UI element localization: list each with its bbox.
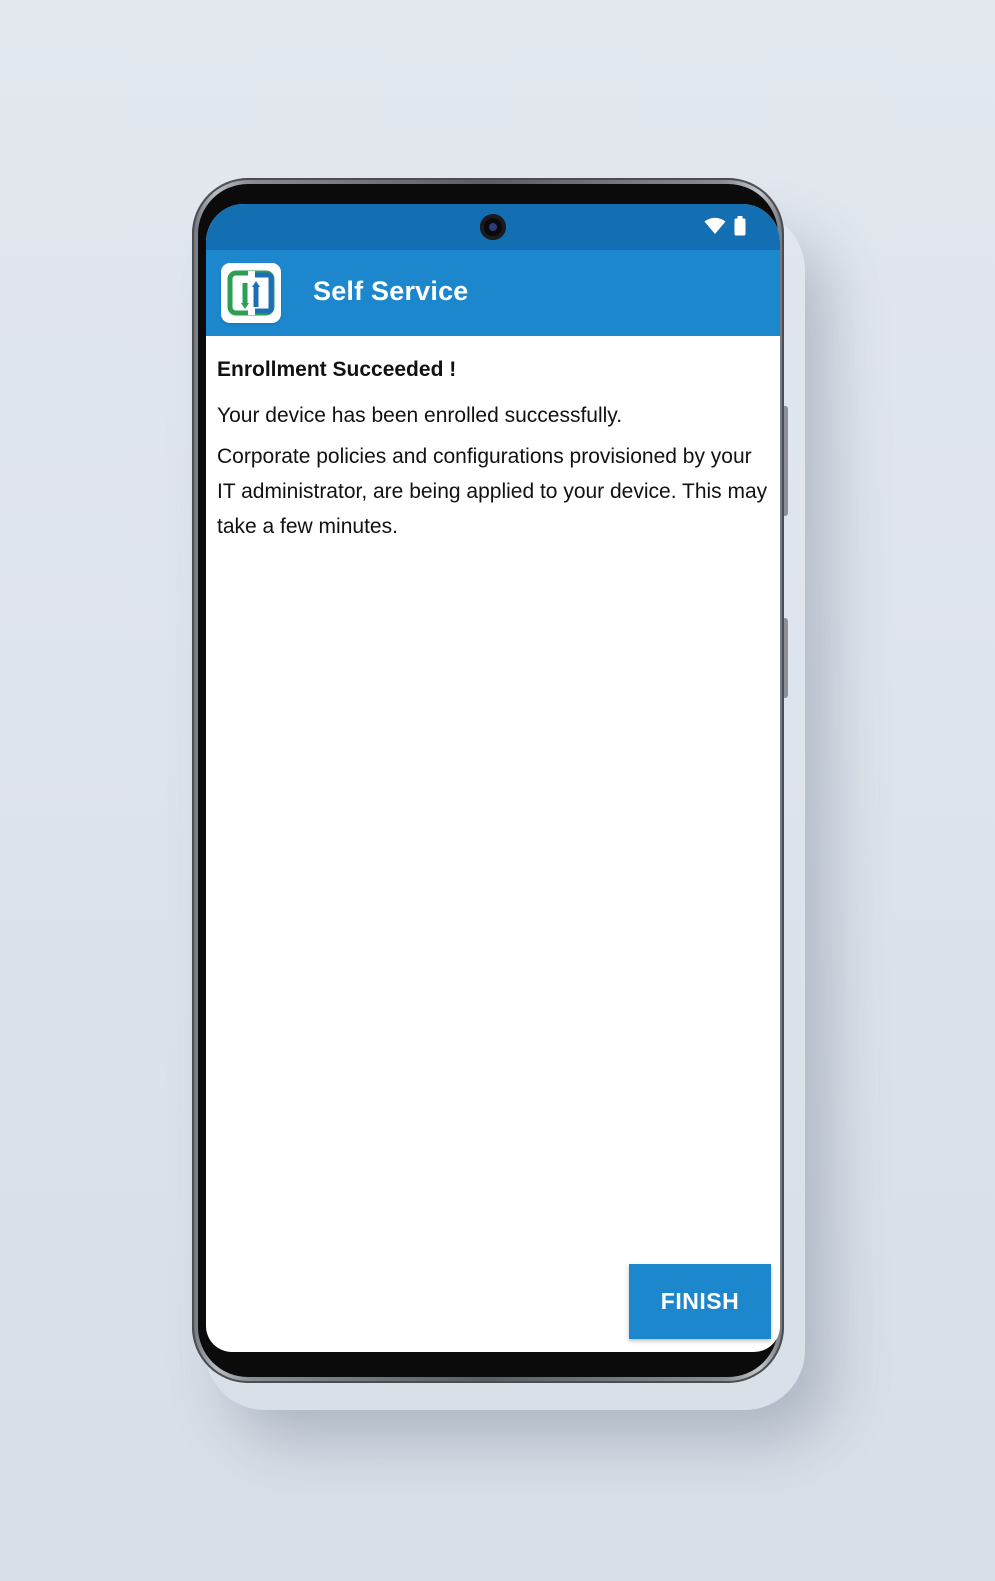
battery-icon xyxy=(734,216,746,241)
wifi-icon xyxy=(704,217,726,240)
status-icons xyxy=(704,216,746,241)
device-screen xyxy=(206,204,780,1352)
phone-bezel xyxy=(198,184,778,1377)
self-service-logo-icon xyxy=(221,263,281,323)
enrollment-content xyxy=(217,354,769,544)
volume-button xyxy=(784,406,788,516)
app-bar xyxy=(206,250,780,336)
phone-frame xyxy=(192,178,784,1383)
front-camera xyxy=(480,214,506,240)
enrollment-details: Corporate policies and configurations provisioned by your IT administrator, are being applied to your device. This may take a few minutes. xyxy=(217,445,768,538)
power-button xyxy=(784,618,788,698)
status-bar xyxy=(206,204,780,250)
enrollment-heading: Enrollment Succeeded ! xyxy=(217,358,457,381)
finish-button[interactable]: FINISH xyxy=(629,1264,771,1339)
enrollment-message: Your device has been enrolled successfully. xyxy=(217,404,623,427)
app-title: Self Service xyxy=(313,276,469,306)
